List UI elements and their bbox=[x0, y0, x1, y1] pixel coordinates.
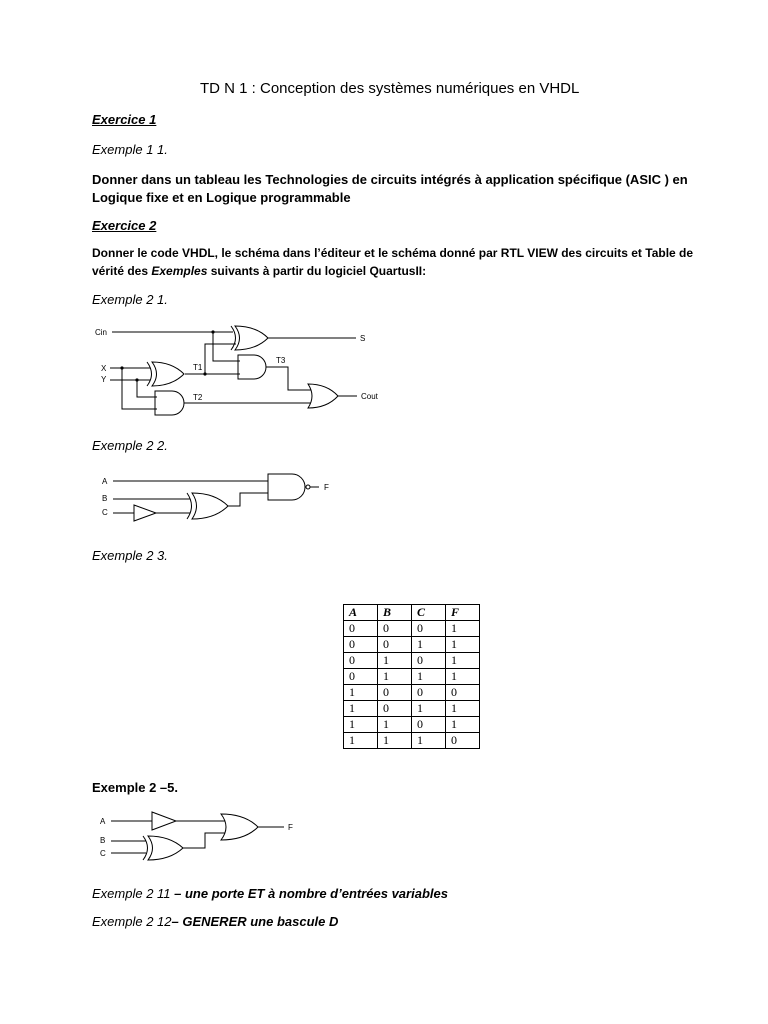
table-cell: 1 bbox=[412, 669, 446, 685]
table-cell: 1 bbox=[344, 685, 378, 701]
table-cell: 1 bbox=[412, 733, 446, 749]
circuit-full-adder bbox=[0, 320, 768, 420]
table-cell: 1 bbox=[446, 669, 480, 685]
table-cell: 0 bbox=[412, 621, 446, 637]
table-cell: 1 bbox=[344, 701, 378, 717]
table-cell: 1 bbox=[446, 717, 480, 733]
table-row bbox=[344, 669, 480, 685]
x-label: X bbox=[101, 364, 107, 373]
table-cell: 1 bbox=[344, 733, 378, 749]
table-cell: 0 bbox=[412, 653, 446, 669]
table-cell: 1 bbox=[446, 653, 480, 669]
table-cell: 0 bbox=[412, 685, 446, 701]
table-cell: 0 bbox=[378, 685, 412, 701]
table-cell: 0 bbox=[378, 637, 412, 653]
table-cell: 1 bbox=[412, 637, 446, 653]
y-label: Y bbox=[101, 375, 107, 384]
table-cell: 1 bbox=[412, 701, 446, 717]
example-1-1-label: Exemple 1 1. bbox=[92, 142, 168, 157]
s-label: S bbox=[360, 334, 366, 343]
c5-f-label: F bbox=[288, 823, 293, 832]
table-cell: 0 bbox=[412, 717, 446, 733]
t2-label: T2 bbox=[193, 393, 203, 402]
table-row bbox=[344, 685, 480, 701]
table-cell: 1 bbox=[378, 653, 412, 669]
table-row bbox=[344, 717, 480, 733]
table-cell: 1 bbox=[446, 701, 480, 717]
table-row bbox=[344, 621, 480, 637]
truth-table-header: B bbox=[378, 605, 412, 621]
table-row bbox=[344, 701, 480, 717]
table-cell: 1 bbox=[446, 621, 480, 637]
truth-table-header: F bbox=[446, 605, 480, 621]
c5-c-label: C bbox=[100, 849, 106, 858]
cin-label: Cin bbox=[95, 328, 108, 337]
example-2-2-label: Exemple 2 2. bbox=[92, 438, 168, 453]
exercise-1-heading: Exercice 1 bbox=[92, 112, 157, 127]
c2-b-label: B bbox=[102, 494, 108, 503]
table-cell: 0 bbox=[344, 637, 378, 653]
circuit-example-2-5 bbox=[0, 808, 768, 868]
page-title: TD N 1 : Conception des systèmes numériques en VHDL bbox=[200, 80, 580, 97]
c5-b-label: B bbox=[100, 836, 106, 845]
example-2-3-label: Exemple 2 3. bbox=[92, 548, 168, 563]
table-cell: 0 bbox=[378, 701, 412, 717]
table-row bbox=[344, 637, 480, 653]
c2-c-label: C bbox=[102, 508, 108, 517]
t1-label: T1 bbox=[193, 363, 203, 372]
table-cell: 0 bbox=[446, 685, 480, 701]
table-cell: 0 bbox=[344, 669, 378, 685]
table-cell: 0 bbox=[344, 621, 378, 637]
truth-table bbox=[343, 604, 480, 749]
truth-table-header: A bbox=[344, 605, 378, 621]
t3-label: T3 bbox=[276, 356, 286, 365]
example-2-1-label: Exemple 2 1. bbox=[92, 292, 168, 307]
c2-a-label: A bbox=[102, 477, 108, 486]
table-cell: 1 bbox=[344, 717, 378, 733]
exercise-2-text-line2: vérité des Exemples suivants à partir du logiciel QuartusII: bbox=[92, 264, 427, 278]
table-cell: 0 bbox=[378, 621, 412, 637]
example-2-12-label: Exemple 2 12– GENERER une bascule D bbox=[92, 914, 339, 929]
example-2-11-label: Exemple 2 11 – une porte ET à nombre d’entrées variables bbox=[92, 886, 448, 901]
cout-label: Cout bbox=[361, 392, 378, 401]
circuit-example-2-2 bbox=[0, 468, 768, 528]
table-cell: 0 bbox=[344, 653, 378, 669]
table-row bbox=[344, 653, 480, 669]
table-cell: 0 bbox=[446, 733, 480, 749]
table-cell: 1 bbox=[378, 717, 412, 733]
table-row bbox=[344, 733, 480, 749]
table-cell: 1 bbox=[378, 669, 412, 685]
exercise-1-text-line1: Donner dans un tableau les Technologies de circuits intégrés à application spécifique (ASIC ) en bbox=[92, 172, 688, 187]
example-2-5-label: Exemple 2 –5. bbox=[92, 780, 178, 795]
c5-a-label: A bbox=[100, 817, 106, 826]
exercise-2-text-line1: Donner le code VHDL, le schéma dans l’éditeur et le schéma donné par RTL VIEW des circuits et Table de bbox=[92, 246, 694, 260]
c2-f-label: F bbox=[324, 483, 329, 492]
exercise-1-text-line2: Logique fixe et en Logique programmable bbox=[92, 190, 351, 205]
truth-table-header: C bbox=[412, 605, 446, 621]
table-cell: 1 bbox=[378, 733, 412, 749]
table-cell: 1 bbox=[446, 637, 480, 653]
exercise-2-heading: Exercice 2 bbox=[92, 218, 157, 233]
